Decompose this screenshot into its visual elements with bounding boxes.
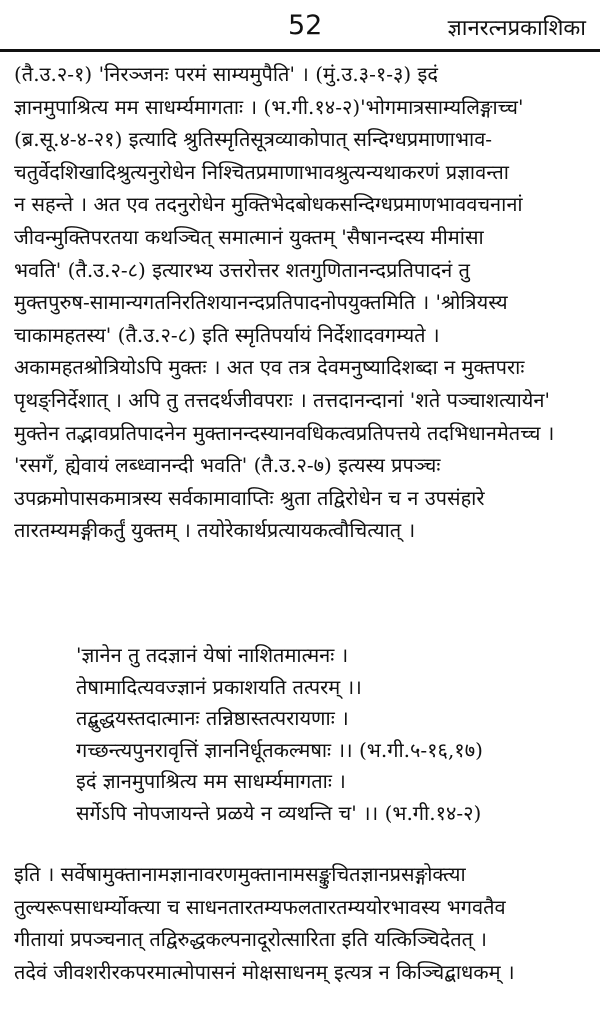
verse-block xyxy=(76,640,592,829)
text-line: (ब्र.सू.४-४-२१) इत्यादि श्रुतिस्मृतिसूत्रव्याकोपात् सन्दिग्धप्रमाणाभाव- xyxy=(14,127,493,152)
text-line: गीतायां प्रपञ्चनात् तद्विरुद्धकल्पनादूरोत्सारिता इति यत्किञ्चिदेतत् । xyxy=(14,927,487,952)
paragraph-2 xyxy=(14,858,590,988)
text-line: उपक्रमोपासकमात्रस्य सर्वकामावाप्तिः श्रुता तद्विरोधेन च न उपसंहारे xyxy=(14,485,485,510)
text-line: पृथङ्निर्देशात् । अपि तु तत्तदर्थजीवपराः । तत्तदानन्दानां 'शते पञ्चाशत्यायेन' xyxy=(14,387,550,412)
text-line: चाकामहतस्य' (तै.उ.२-८) इति स्मृतिपर्यायं निर्देशादवगम्यते । xyxy=(14,322,440,347)
text-line: तारतम्यमङ्गीकर्तुं युक्तम् । तयोरेकार्थप्रत्यायकत्वौचित्यात् । xyxy=(14,518,416,543)
text-line: मुक्तपुरुष-सामान्यगतनिरतिशयानन्दप्रतिपादनोपयुक्तमिति । 'श्रोत्रियस्य xyxy=(14,290,508,315)
verse-line: गच्छन्त्यपुनरावृत्तिं ज्ञाननिर्धूतकल्मषाः ।। (भ.गी.५-१६,१७) xyxy=(76,737,483,762)
paragraph-1 xyxy=(14,58,590,547)
text-line: अकामहतश्रोत्रियोऽपि मुक्तः । अत एव तत्र देवमनुष्यादिशब्दा न मुक्तपराः xyxy=(14,355,525,380)
verse-line: इदं ज्ञानमुपाश्रित्य मम साधर्म्यमागताः । xyxy=(76,769,346,793)
page-header xyxy=(0,4,600,50)
text-line: जीवन्मुक्तिपरतया कथञ्चित् समात्मानं युक्तम् 'सैषानन्दस्य मीमांसा xyxy=(14,224,484,249)
verse-line: तद्बुद्धयस्तदात्मानः तन्निष्ठास्तत्परायणाः । xyxy=(76,706,349,730)
text-line: भवति' (तै.उ.२-८) इत्यारभ्य उत्तरोत्तर शतगुणितानन्दप्रतिपादनं तु xyxy=(14,257,470,282)
text-line: न सहन्ते । अत एव तदनुरोधेन मुक्तिभेदबोधकसन्दिग्धप्रमाणभाववचनानां xyxy=(14,192,523,217)
text-line: चतुर्वेदशिखादिश्रुत्यनुरोधेन निश्चितप्रमाणाभावश्रुत्यन्यथाकरणं प्रज्ञावन्ता xyxy=(14,159,509,184)
verse-line: सर्गेऽपि नोपजायन्ते प्रळये न व्यथन्ति च' ।। (भ.गी.१४-२) xyxy=(76,800,482,825)
text-line: इति । सर्वेषामुक्तानामज्ञानावरणमुक्तानामसङ्कुचितज्ञानप्रसङ्गोक्त्या xyxy=(14,862,466,886)
running-title: ज्ञानरत्नप्रकाशिका xyxy=(447,16,586,41)
text-line: मुक्तेन तद्भावप्रतिपादनेन मुक्तानन्दस्यानवधिकत्वप्रतिपत्तये तदभिधानमेतच्च । xyxy=(14,420,555,445)
page-number: 52 xyxy=(288,10,323,41)
text-line: तुल्यरूपसाधर्म्योक्त्या च साधनतारतम्यफलतारतम्ययोरभावस्य भगवतैव xyxy=(14,894,506,919)
header-rule xyxy=(0,49,600,52)
text-line: ज्ञानमुपाश्रित्य मम साधर्म्यमागताः । (भ.गी.१४-२)'भोगमात्रसाम्यलिङ्गाच्च' xyxy=(14,94,524,119)
text-line: तदेवं जीवशरीरकपरमात्मोपासनं मोक्षसाधनम् इत्यत्र न किञ्चिद्बाधकम् । xyxy=(14,959,515,984)
text-line: 'रसगँ, ह्येवायं लब्ध्वानन्दी भवति' (तै.उ.२-७) इत्यस्य प्रपञ्चः xyxy=(14,453,441,478)
text-line: (तै.उ.२-१) 'निरञ्जनः परमं साम्यमुपैति' । (मुं.उ.३-१-३) इदं xyxy=(14,62,438,86)
verse-line: 'ज्ञानेन तु तदज्ञानं येषां नाशितमात्मनः । xyxy=(76,643,349,667)
verse-line: तेषामादित्यवज्ज्ञानं प्रकाशयति तत्परम् ।। xyxy=(76,674,362,699)
